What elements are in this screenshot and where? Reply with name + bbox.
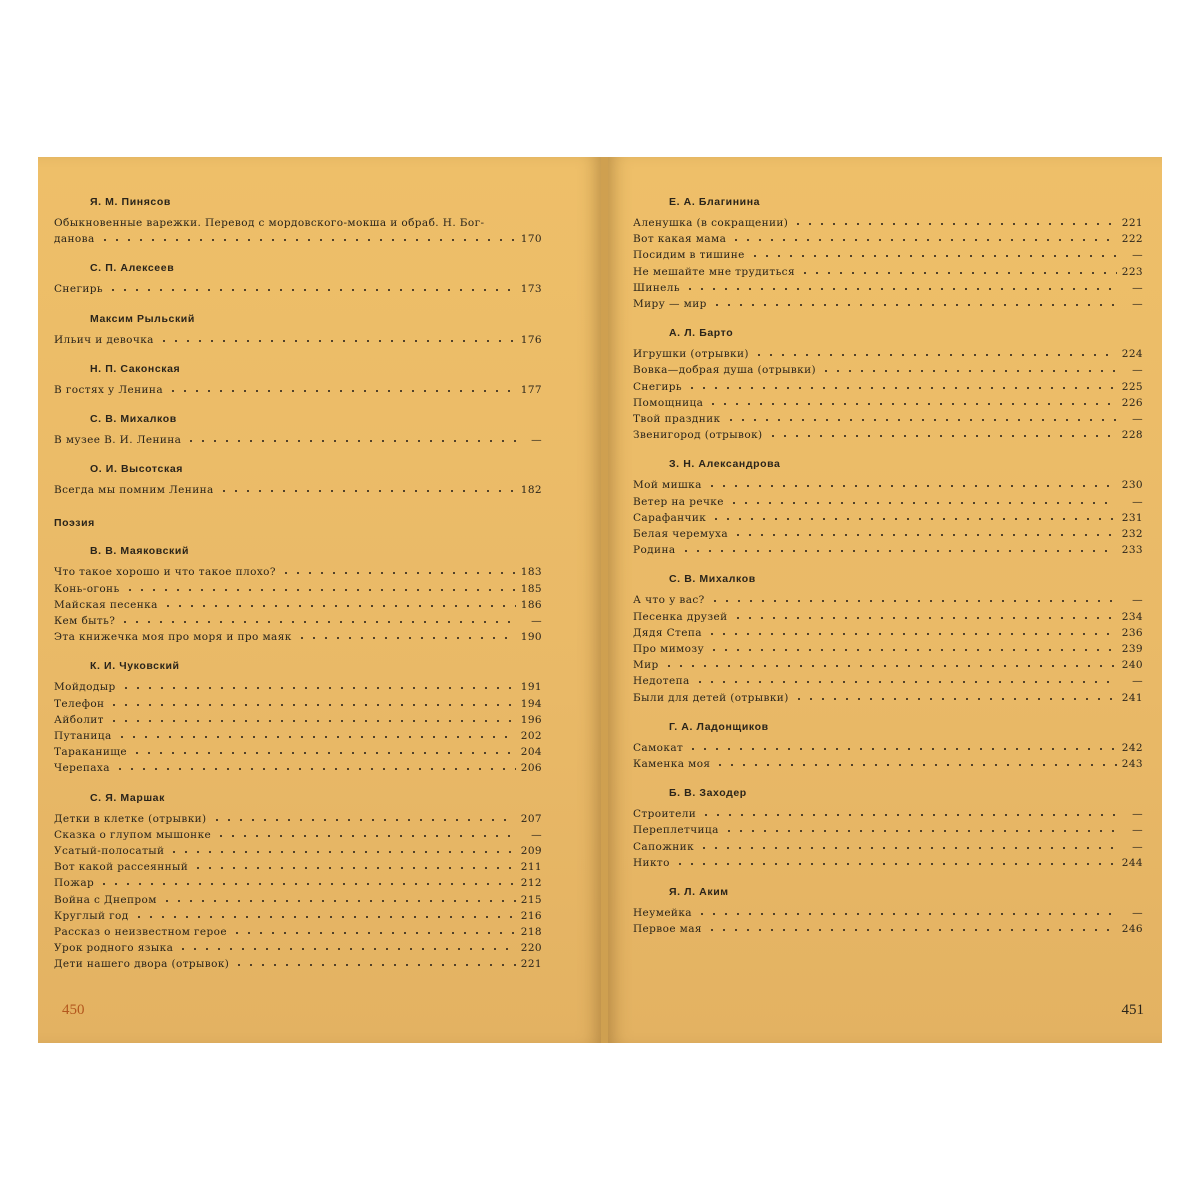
toc-entry (54, 581, 542, 597)
entry-title-line: Обыкновенные варежки. Перевод с мордовского-мокша и обраб. Н. Бог- (54, 217, 485, 229)
dot-leader (684, 281, 1117, 291)
entry-title: Песенка друзей (633, 610, 728, 623)
dot-leader (124, 582, 516, 592)
entry-page-number: 215 (520, 893, 542, 906)
entry-page-number: 230 (1121, 479, 1143, 492)
author-heading: С. П. Алексеев (90, 262, 175, 275)
dot-leader (707, 396, 1117, 406)
entry-title: Не мешайте мне трудиться (633, 265, 795, 278)
toc-entry (633, 690, 1143, 706)
entry-page-number: 216 (520, 909, 542, 922)
toc-entry (54, 613, 542, 629)
entry-page-number: 224 (1121, 348, 1143, 361)
entry-page-number: 241 (1121, 691, 1143, 704)
entry-title: Всегда мы помним Ленина (54, 484, 214, 497)
toc-entry (54, 924, 542, 940)
entry-title: Аленушка (в сокращении) (633, 217, 789, 229)
entry-page-number: 204 (520, 746, 542, 759)
entry-title: Телефон (54, 697, 105, 710)
left-table-of-contents (54, 195, 542, 973)
entry-title: Вовка—добрая душа (отрывки) (633, 364, 816, 377)
toc-entry (633, 657, 1143, 673)
entry-title: Пожар (54, 877, 95, 890)
toc-entry (54, 382, 542, 398)
dot-leader (185, 433, 516, 443)
entry-page-number: 211 (520, 861, 542, 874)
dot-leader (700, 807, 1117, 817)
dot-leader (107, 282, 516, 292)
dot-leader (725, 412, 1117, 422)
entry-title: Айболит (54, 713, 104, 726)
entry-title: Родина (633, 544, 676, 557)
entry-title: Конь-огонь (54, 582, 120, 595)
dot-leader (296, 630, 516, 640)
dot-leader (767, 428, 1117, 438)
entry-page-number: 233 (1121, 544, 1143, 557)
entry-title: Посидим в тишине (633, 249, 745, 262)
entry-title: Вот какая мама (633, 233, 727, 246)
entry-page-number: 220 (520, 942, 542, 955)
toc-entry (633, 379, 1143, 395)
entry-page-number: — (531, 615, 542, 628)
entry-title: Дядя Степа (633, 626, 702, 639)
entry-page-number: 206 (520, 762, 542, 775)
toc-entry (54, 696, 542, 712)
toc-entry (54, 281, 542, 297)
entry-title: Сарафанчик (633, 511, 707, 524)
toc-entry (633, 822, 1143, 838)
entry-page-number: — (1132, 249, 1143, 262)
entry-title: Мир (633, 659, 659, 672)
dot-leader (793, 691, 1117, 701)
entry-title: Снегирь (633, 380, 682, 393)
toc-entry (633, 231, 1143, 247)
dot-leader (698, 840, 1117, 850)
author-heading: С. Я. Маршак (90, 791, 165, 804)
entry-title: Дети нашего двора (отрывок) (54, 958, 230, 971)
toc-entry (54, 908, 542, 924)
dot-leader (694, 674, 1117, 684)
dot-leader (723, 823, 1117, 833)
entry-page-number: 190 (520, 631, 542, 644)
author-heading: Я. М. Пинясов (90, 196, 171, 208)
entry-page-number: 212 (520, 877, 542, 890)
dot-leader (215, 828, 516, 838)
toc-entry (633, 362, 1143, 378)
author-heading: Е. А. Благинина (669, 196, 761, 208)
dot-leader (119, 614, 516, 624)
author-heading: Я. Л. Аким (669, 886, 729, 899)
dot-leader (663, 658, 1117, 668)
entry-page-number: — (1132, 907, 1143, 920)
toc-entry (633, 477, 1143, 493)
dot-leader (231, 925, 516, 935)
toc-entry (633, 526, 1143, 542)
author-heading: Максим Рыльский (90, 312, 195, 325)
author-heading: В. В. Маяковский (90, 545, 190, 558)
dot-leader (108, 697, 516, 707)
toc-entry (54, 728, 542, 744)
toc-entry (633, 494, 1143, 510)
toc-entry (633, 247, 1143, 263)
entry-title: Первое мая (633, 923, 702, 936)
entry-page-number: 194 (520, 697, 542, 710)
toc-entry (633, 215, 1143, 231)
entry-title: В музее В. И. Ленина (54, 434, 182, 447)
entry-title: Неумейка (633, 907, 692, 920)
entry-title: Никто (633, 856, 670, 869)
dot-leader (99, 232, 516, 242)
entry-page-number: — (531, 828, 542, 841)
toc-entry (633, 855, 1143, 871)
toc-entry (54, 827, 542, 843)
toc-entry (633, 673, 1143, 689)
entry-row (54, 231, 542, 247)
entry-title: Недотепа (633, 675, 690, 688)
dot-leader (706, 626, 1117, 636)
toc-entry (633, 592, 1143, 608)
dot-leader (728, 495, 1117, 505)
toc-entry (633, 609, 1143, 625)
entry-title: Кем быть? (54, 615, 116, 628)
dot-leader (792, 216, 1117, 226)
entry-page-number: 170 (520, 233, 542, 246)
entry-title: Ильич и девочка (54, 333, 154, 346)
entry-page-number: — (1132, 413, 1143, 426)
entry-page-number: 183 (520, 566, 542, 579)
entry-title: Помощница (633, 396, 704, 409)
entry-page-number: 191 (520, 681, 542, 694)
toc-entry (54, 956, 542, 972)
toc-entry (633, 756, 1143, 772)
dot-leader (706, 922, 1117, 932)
entry-title: Тараканище (54, 746, 128, 759)
author-heading: Г. А. Ладонщиков (669, 720, 769, 733)
toc-entry (54, 875, 542, 891)
author-heading: А. Л. Барто (669, 327, 734, 340)
entry-title: Снегирь (54, 283, 103, 296)
entry-page-number: 196 (520, 713, 542, 726)
dot-leader (706, 478, 1117, 488)
dot-leader (116, 729, 516, 739)
toc-entry (633, 264, 1143, 280)
entry-title-line: данова (54, 233, 95, 246)
entry-page-number: 240 (1121, 659, 1143, 672)
entry-title: А что у вас? (633, 594, 705, 607)
toc-entry (633, 280, 1143, 296)
dot-leader (709, 593, 1117, 603)
entry-page-number: — (1132, 824, 1143, 837)
dot-leader (730, 232, 1117, 242)
entry-page-number: — (1132, 675, 1143, 688)
entry-title: Белая черемуха (633, 528, 729, 541)
author-heading: Б. В. Заходер (669, 787, 747, 800)
entry-title: Строители (633, 808, 697, 821)
toc-entry (54, 564, 542, 580)
dot-leader (120, 680, 516, 690)
page-number-left: 450 (62, 1002, 85, 1018)
entry-title: Мойдодыр (54, 681, 116, 694)
dot-leader (714, 757, 1117, 767)
dot-leader (233, 957, 516, 967)
dot-leader (114, 761, 516, 771)
entry-page-number: 202 (520, 730, 542, 743)
entry-page-number: 186 (520, 598, 542, 611)
entry-page-number: 222 (1121, 233, 1143, 246)
toc-entry (633, 806, 1143, 822)
entry-title: Черепаха (54, 762, 110, 775)
toc-entry (54, 892, 542, 908)
toc-entry (54, 482, 542, 498)
entry-page-number: — (1132, 281, 1143, 294)
entry-page-number: 244 (1121, 856, 1143, 869)
entry-title: Твой праздник (633, 413, 721, 426)
entry-page-number: — (1132, 364, 1143, 377)
author-heading: К. И. Чуковский (90, 660, 180, 673)
entry-page-number: 243 (1121, 758, 1143, 771)
entry-page-number: — (531, 434, 542, 447)
toc-entry (54, 744, 542, 760)
dot-leader (211, 812, 516, 822)
dot-leader (686, 380, 1117, 390)
entry-page-number: 209 (520, 845, 542, 858)
entry-title: Круглый год (54, 909, 129, 922)
toc-entry (633, 542, 1143, 558)
dot-leader (732, 610, 1117, 620)
entry-title: Каменка моя (633, 758, 711, 771)
toc-entry (633, 921, 1143, 937)
dot-leader (98, 876, 516, 886)
toc-entry (54, 859, 542, 875)
entry-page-number: — (1132, 808, 1143, 821)
entry-page-number: 228 (1121, 429, 1143, 442)
dot-leader (710, 511, 1117, 521)
dot-leader (753, 347, 1117, 357)
entry-page-number: 182 (520, 484, 542, 497)
entry-title: Майская песенка (54, 598, 158, 611)
entry-page-number: 221 (1121, 217, 1143, 229)
dot-leader (280, 565, 516, 575)
toc-entry (54, 940, 542, 956)
dot-leader (732, 527, 1117, 537)
toc-entry (633, 346, 1143, 362)
entry-page-number: 236 (1121, 626, 1143, 639)
entry-page-number: 242 (1121, 741, 1143, 754)
entry-title: Самокат (633, 741, 684, 754)
book-gutter (601, 157, 608, 1043)
dot-leader (799, 265, 1117, 275)
entry-title: Про мимозу (633, 643, 705, 656)
entry-title: Урок родного языка (54, 942, 174, 955)
entry-page-number: 226 (1121, 396, 1143, 409)
entry-title: Сапожник (633, 840, 695, 853)
entry-page-number: 221 (520, 958, 542, 971)
entry-page-number: 234 (1121, 610, 1143, 623)
toc-entry (54, 760, 542, 776)
toc-entry (54, 811, 542, 827)
entry-title: Ветер на речке (633, 495, 724, 508)
entry-page-number: 246 (1121, 923, 1143, 936)
toc-entry (633, 510, 1143, 526)
entry-page-number: 223 (1121, 265, 1143, 278)
entry-title: Рассказ о неизвестном герое (54, 926, 227, 939)
entry-title: Война с Днепром (54, 893, 157, 906)
author-heading: С. В. Михалков (90, 413, 177, 426)
dot-leader (158, 333, 516, 343)
dot-leader (680, 543, 1117, 553)
entry-title: В гостях у Ленина (54, 383, 163, 396)
entry-title: Переплетчица (633, 824, 719, 837)
entry-title: Детки в клетке (отрывки) (54, 812, 207, 825)
right-page (608, 157, 1162, 1043)
entry-page-number: — (1132, 298, 1143, 311)
dot-leader (108, 713, 516, 723)
toc-entry (633, 411, 1143, 427)
dot-leader (708, 642, 1117, 652)
dot-leader (749, 248, 1117, 258)
toc-entry (633, 427, 1143, 443)
page-number-right: 451 (1121, 1002, 1144, 1018)
toc-entry (633, 296, 1143, 312)
author-heading: С. В. Михалков (669, 573, 756, 586)
toc-entry (54, 432, 542, 448)
toc-entry (54, 215, 542, 247)
toc-entry (633, 641, 1143, 657)
entry-title: Что такое хорошо и что такое плохо? (54, 566, 276, 579)
toc-entry (633, 839, 1143, 855)
entry-title: Вот какой рассеянный (54, 861, 189, 874)
entry-title: Миру — мир (633, 298, 707, 311)
entry-page-number: 232 (1121, 528, 1143, 541)
entry-page-number: 239 (1121, 643, 1143, 656)
entry-title: Мой мишка (633, 479, 702, 492)
dot-leader (687, 741, 1117, 751)
left-page (38, 157, 601, 1043)
dot-leader (161, 893, 516, 903)
entry-title: Шинель (633, 281, 680, 294)
entry-title: Звенигород (отрывок) (633, 429, 763, 442)
entry-page-number: 185 (520, 582, 542, 595)
author-heading: Н. П. Саконская (90, 362, 181, 375)
entry-title: Путаница (54, 730, 112, 743)
book-spread (38, 157, 1162, 1043)
toc-entry (54, 332, 542, 348)
dot-leader (674, 856, 1117, 866)
toc-entry (54, 679, 542, 695)
dot-leader (133, 909, 516, 919)
entry-page-number: 177 (520, 383, 542, 396)
entry-page-number: — (1132, 594, 1143, 607)
entry-page-number: 176 (520, 333, 542, 346)
entry-title: Эта книжечка моя про моря и про маяк (54, 631, 292, 644)
toc-entry (54, 597, 542, 613)
dot-leader (162, 598, 516, 608)
entry-title: Были для детей (отрывки) (633, 691, 789, 704)
toc-entry (633, 395, 1143, 411)
dot-leader (192, 860, 516, 870)
entry-page-number: 231 (1121, 511, 1143, 524)
entry-page-number: 225 (1121, 380, 1143, 393)
entry-title: Сказка о глупом мышонке (54, 828, 212, 841)
toc-entry (54, 629, 542, 645)
entry-title: Усатый-полосатый (54, 845, 165, 858)
section-title: Поэзия (54, 517, 95, 530)
entry-page-number: — (1132, 840, 1143, 853)
toc-entry (54, 712, 542, 728)
entry-page-number: 218 (520, 926, 542, 939)
dot-leader (177, 941, 516, 951)
toc-entry (633, 625, 1143, 641)
dot-leader (711, 297, 1117, 307)
right-table-of-contents (633, 195, 1143, 938)
dot-leader (218, 483, 516, 493)
entry-page-number: 207 (520, 812, 542, 825)
entry-page-number: — (1132, 495, 1143, 508)
toc-entry (633, 905, 1143, 921)
toc-entry (54, 843, 542, 859)
entry-page-number: 173 (520, 283, 542, 296)
author-heading: З. Н. Александрова (669, 458, 781, 471)
toc-entry (633, 740, 1143, 756)
dot-leader (820, 363, 1117, 373)
dot-leader (696, 906, 1117, 916)
dot-leader (131, 745, 516, 755)
dot-leader (167, 383, 516, 393)
author-heading: О. И. Высотская (90, 463, 183, 476)
entry-title: Игрушки (отрывки) (633, 348, 749, 361)
dot-leader (168, 844, 516, 854)
